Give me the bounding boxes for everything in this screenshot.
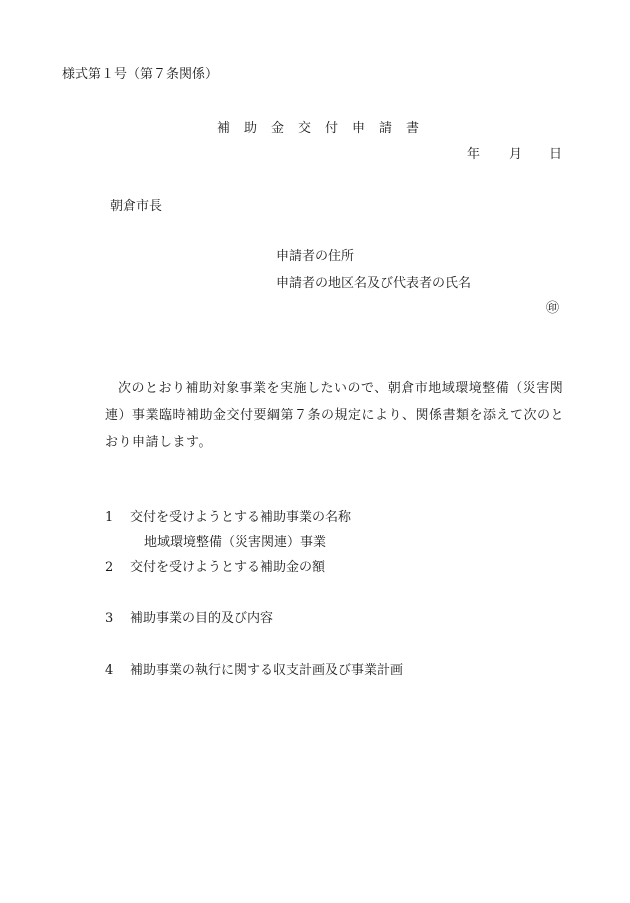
- item-number: 3: [105, 611, 114, 626]
- document-title: 補助金交付申請書: [217, 121, 434, 136]
- item-label: 交付を受けようとする補助事業の名称: [130, 510, 352, 525]
- date-year-label: 年: [467, 147, 481, 162]
- seal-mark-icon: ㊞: [546, 301, 560, 316]
- date-day-label: 日: [549, 147, 563, 162]
- item-number: 1: [105, 510, 114, 525]
- application-statement: 次のとおり補助対象事業を実施したいので、朝倉市地域環境整備（災害関連）事業臨時補助金交付要綱第７条の規定により、関係書類を添えて次のとおり申請します。: [105, 381, 565, 450]
- item-label: 補助事業の目的及び内容: [130, 611, 274, 626]
- applicant-name-label: 申請者の地区名及び代表者の氏名: [276, 276, 472, 291]
- date-month-label: 月: [509, 147, 523, 162]
- form-number: 様式第１号（第７条関係）: [62, 67, 219, 82]
- item-value: 地域環境整備（災害関連）事業: [144, 535, 327, 550]
- item-number: 4: [105, 663, 114, 678]
- item-label: 補助事業の執行に関する収支計画及び事業計画: [130, 663, 404, 678]
- date-line: [467, 148, 562, 161]
- item-number: 2: [105, 560, 114, 575]
- applicant-address-label: 申請者の住所: [276, 249, 355, 264]
- addressee: 朝倉市長: [110, 199, 163, 214]
- item-label: 交付を受けようとする補助金の額: [130, 560, 326, 575]
